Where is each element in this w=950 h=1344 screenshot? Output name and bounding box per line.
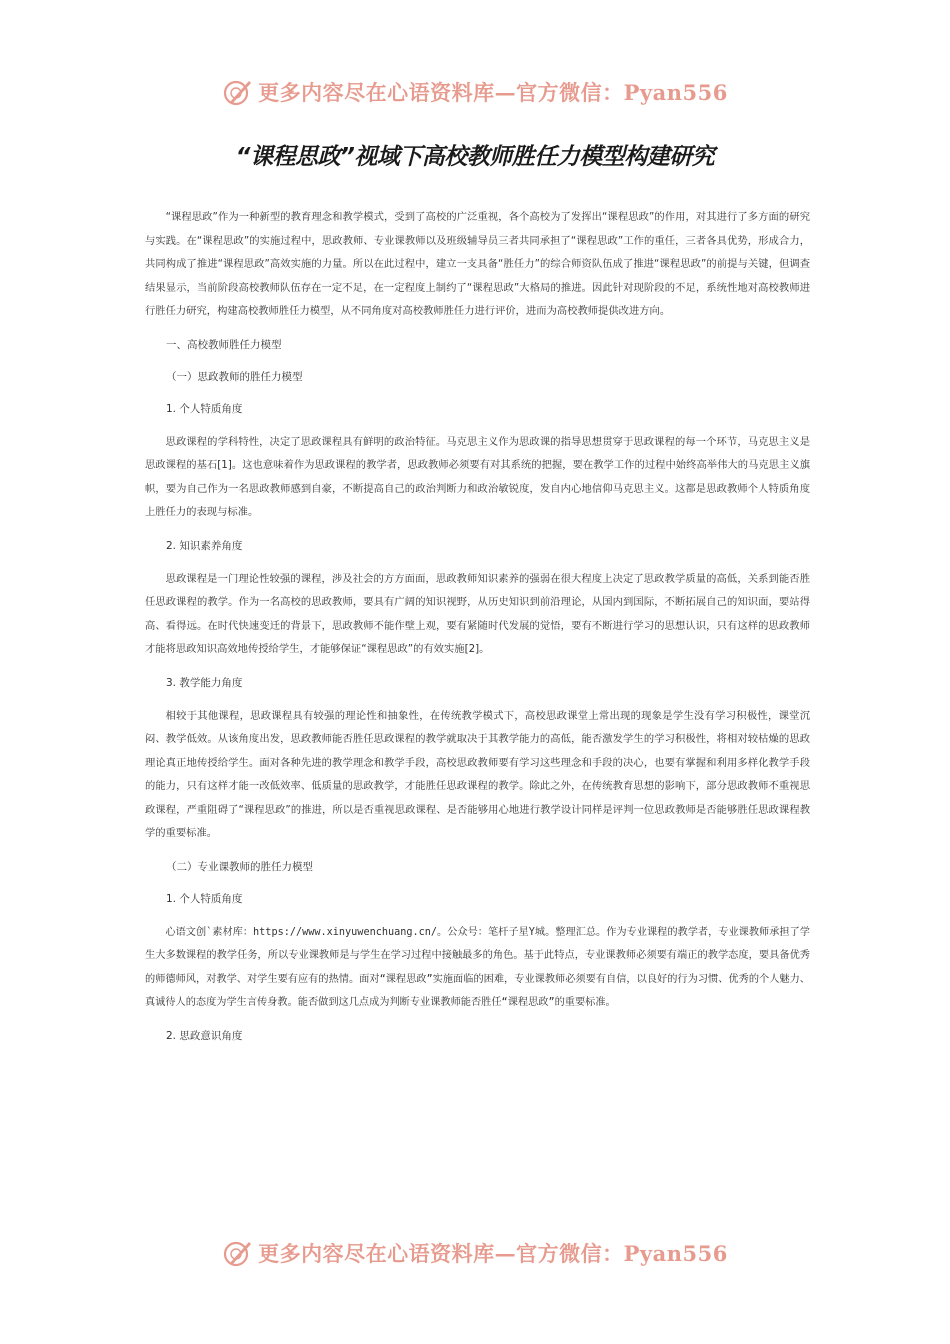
- section-heading: 2. 思政意识角度: [166, 1029, 243, 1042]
- body-paragraph: “课程思政”作为一种新型的教育理念和教学模式，受到了高校的广泛重视，各个高校为了发挥出“课程思政”的作用，对其进行了多方面的研究与实践。在“课程思政”的实施过程中，思政教师、专业课教师以及班级辅导员三者共同承担了“课程思政”工作的重任，三者各具优势，形成合力，共同构成了推进“课程思政”高效实施的力量。所以在此过程中，建立一支具备“胜任力”的综合师资队伍成了推进“课程思政”的前提与关键，但调查结果显示，当前阶段高校教师队伍存在一定不足，在一定程度上制约了“课程思政”大格局的推进。因此针对现阶段的不足，系统性地对高校教师进行胜任力研究，构建高校教师胜任力模型，从不同角度对高校教师胜任力进行评价，进而为高校教师提供改进方向。: [145, 211, 810, 317]
- body-paragraph: 相较于其他课程，思政课程具有较强的理论性和抽象性，在传统教学模式下，高校思政课堂上常出现的现象是学生没有学习积极性，课堂沉闷、教学低效。从该角度出发，思政教师能否胜任思政课程的教学就取决于其教学能力的高低，能否激发学生的学习积极性，将相对较枯燥的思政理论真正地传授给学生。面对各种先进的教学理念和教学手段，高校思政教师要有学习这些理念和手段的决心，也要有掌握和利用多样化教学手段的能力，只有这样才能一改低效率、低质量的思政教学，才能胜任思政课程的教学。除此之外，在传统教育思想的影响下，部分思政教师不重视思政课程，严重阻碍了“课程思政”的推进，所以是否重视思政课程、是否能够用心地进行教学设计同样是评判一位思政教师是否能够胜任思政课程教学的重要标准。: [145, 709, 810, 839]
- section-heading: （一）思政教师的胜任力模型: [166, 370, 303, 383]
- document-title: “课程思政”视域下高校教师胜任力模型构建研究: [235, 144, 715, 170]
- body-paragraph: 思政课程是一门理论性较强的课程，涉及社会的方方面面，思政教师知识素养的强弱在很大程度上决定了思政教学质量的高低，关系到能否胜任思政课程的教学。作为一名高校的思政教师，要具有广阔的知识视野，从历史知识到前沿理论，从国内到国际，不断拓展自己的知识面，要站得高、看得远。在时代快速变迁的背景下，思政教师不能作壁上观，要有紧随时代发展的觉悟，要有不断进行学习的思想认识，只有这样的思政教师才能将思政知识高效地传授给学生，才能够保证“课程思政”的有效实施[2]。: [145, 572, 810, 655]
- pen-logo-icon: [222, 1237, 254, 1269]
- section-heading: 一、高校教师胜任力模型: [166, 338, 282, 351]
- body-paragraph: 心语文创`素材库：https://www.xinyuwenchuang.cn/。公众号：笔杆子星Y城。整理汇总。作为专业课程的教学者，专业课教师承担了学生大多数课程的教学任务，所以专业课教师是与学生在学习过程中接触最多的角色。基于此特点，专业课教师必须要有端正的教学态度，要具备优秀的师德师风，对教学、对学生要有应有的热情。面对“课程思政”实施面临的困难，专业课教师必须要有自信，以良好的行为习惯、优秀的个人魅力、真诚待人的态度为学生言传身教。能否做到这几点成为判断专业课教师能否胜任“课程思政”的重要标准。: [145, 926, 810, 1008]
- body-paragraph: 思政课程的学科特性，决定了思政课程具有鲜明的政治特征。马克思主义作为思政课的指导思想贯穿于思政课程的每一个环节，马克思主义是思政课程的基石[1]。这也意味着作为思政课程的教学者，思政教师必须要有对其系统的把握，要在教学工作的过程中始终高举伟大的马克思主义旗帜，要为自己作为一名思政教师感到自豪，不断提高自己的政治判断力和政治敏锐度，发自内心地信仰马克思主义。这都是思政教师个人特质角度上胜任力的表现与标准。: [145, 435, 810, 518]
- document-body: [145, 206, 810, 1058]
- section-heading: 3. 教学能力角度: [166, 676, 243, 689]
- section-heading: 2. 知识素养角度: [166, 539, 243, 552]
- pen-logo-icon: [222, 76, 254, 108]
- banner-text: 更多内容尽在心语资料库—官方微信：Pyan556: [258, 1241, 728, 1266]
- section-heading: （二）专业课教师的胜任力模型: [166, 860, 313, 873]
- bottom-watermark-banner: [0, 1233, 950, 1273]
- section-heading: 1. 个人特质角度: [166, 892, 243, 905]
- banner-text: 更多内容尽在心语资料库—官方微信：Pyan556: [258, 80, 728, 105]
- section-heading: 1. 个人特质角度: [166, 402, 243, 415]
- top-watermark-banner: [0, 72, 950, 112]
